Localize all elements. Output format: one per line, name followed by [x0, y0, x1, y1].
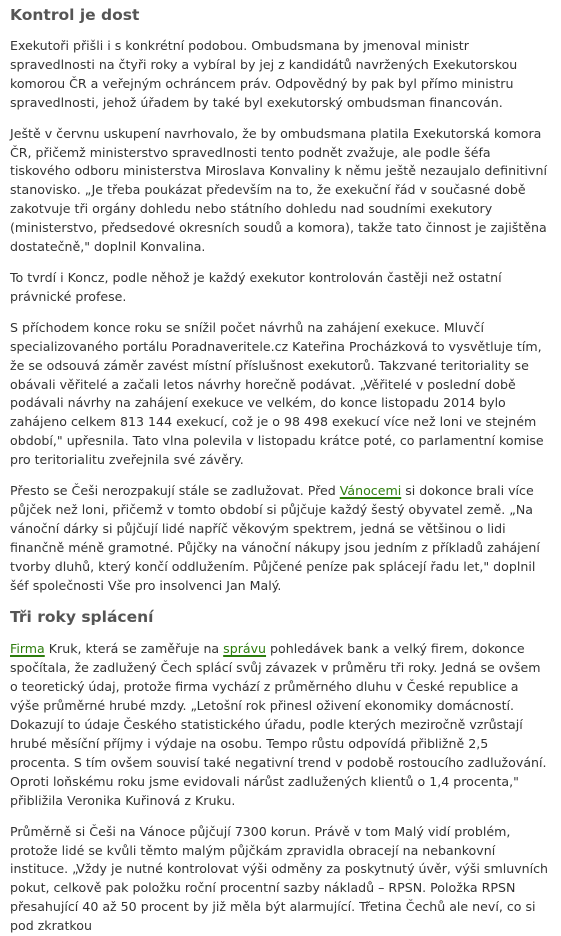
- section-heading-kontrol: Kontrol je dost: [10, 6, 140, 24]
- paragraph: Průměrně si Češi na Vánoce půjčují 7300 korun. Právě v tom Malý vidí problém, protože lidé se kvůli těmto malým půjčkám zpravidla obracejí na nebankovní instituce. „Vždy je nutné kontrolovat výši odměny za poskytnutý úvěr, výši smluvních pokut, celkově pak položku roční procentní sazby nákladů – RPSN. Položka RPSN přesahující 40 až 50 procent by již měla být alarmující. Třetina Čechů ale neví, co si pod zkratkou: [10, 823, 549, 934]
- article-body: [0, 5, 561, 936]
- paragraph: Ještě v červnu uskupení navrhovalo, že by ombudsmana platila Exekutorská komora ČR, přičemž ministerstvo spravedlnosti tento podnět zvažuje, ale podle šéfa tiskového odboru ministerstva Miroslava Konvaliny k němu ještě nezaujalo definitivní stanovisko. „Je třeba poukázat především na to, že exekuční řád v současné době zakotvuje tři orgány dohledu nebo státního dohledu nad soudními exekutory (ministerstvo, předsedové okresních soudů a komora), takže tato činnost je zajištěna dostatečně," doplnil Konvalina.: [10, 125, 547, 255]
- paragraph: Exekutoři přišli i s konkrétní podobou. Ombudsmana by jmenoval ministr spravedlnosti na čtyři roky a vybíral by jej z kandidátů navržených Exekutorskou komorou ČR a veřejným ochráncem práv. Odpovědný by pak byl přímo ministru spravedlnosti, jehož úřadem by také byl exekutorský ombudsman financován.: [10, 38, 518, 110]
- text-span: Přesto se Češi nerozpakují stále se zadlužovat. Před: [10, 483, 340, 499]
- link-vanocemi[interactable]: Vánocemi: [339, 483, 402, 499]
- text-span: si dokonce brali více půjček než loni, přičemž v tomto období si půjčuje každý šestý obyvatel země. „Na vánoční dárky si půjčují lidé napříč věkovým spektrem, jedná se většinou o lidi finančně méně gramotné. Půjčky na vánoční nákupy jsou jedním z příkladů zahájení tvorby dluhů, který končí oddlužením. Půjčené peníze pak splácejí řadu let," doplnil šéf společnosti Vše pro insolvenci Jan Malý.: [10, 483, 540, 593]
- link-firma[interactable]: Firma: [10, 641, 45, 657]
- text-span: pohledávek bank a velký firem, dokonce spočítala, že zadlužený Čech splácí svůj závazek v průměru tři roky. Jedná se ovšem o teoretický údaj, protože firma vychází z průměrného dluhu v České republice a výše průměrné hrubé mzdy. „Letošní rok přinesl oživení ekonomiky domácností. Dokazují to údaje Českého statistického úřadu, podle kterých meziročně vzrůstají hrubé měsíční příjmy i výdaje na osobu. Tempo růstu odpovídá přibližně 2,5 procenta. S tím ovšem souvisí také negativní trend v podobě rostoucího zadlužování. Oproti loňskému roku jsme evidovali nárůst zadlužených klientů o 1,4 procenta," přibližila Veronika Kuřinová z Kruku.: [10, 641, 547, 808]
- paragraph: [10, 482, 551, 595]
- link-sprava[interactable]: správu: [223, 641, 267, 657]
- paragraph: S příchodem konce roku se snížil počet návrhů na zahájení exekuce. Mluvčí specializovaného portálu Poradnaveritele.cz Kateřina Procházková to vysvětluje tím, že se odsouvá záměr zavést místní příslušnost exekutorů. Takzvané teritoriality se obávali věřitelé a začali letos návrhy horečně podávat. „Věřitelé v poslední době podávali návrhy na zahájení exekuce ve velkém, do konce listopadu 2014 bylo zahájeno celkem 813 144 exekucí, což je o 98 498 exekucí více než loni ve stejném období," upřesnila. Tato vlna polevila v listopadu krátce poté, co parlamentní komise pro teritorialitu zveřejnila své závěry.: [10, 319, 544, 468]
- paragraph: To tvrdí i Koncz, podle něhož je každý exekutor kontrolován častěji než ostatní právnické profese.: [10, 269, 502, 304]
- section-heading-tri-roky: Tři roky splácení: [10, 608, 154, 627]
- text-span: Kruk, která se zaměřuje na: [44, 641, 224, 657]
- paragraph: [10, 640, 551, 810]
